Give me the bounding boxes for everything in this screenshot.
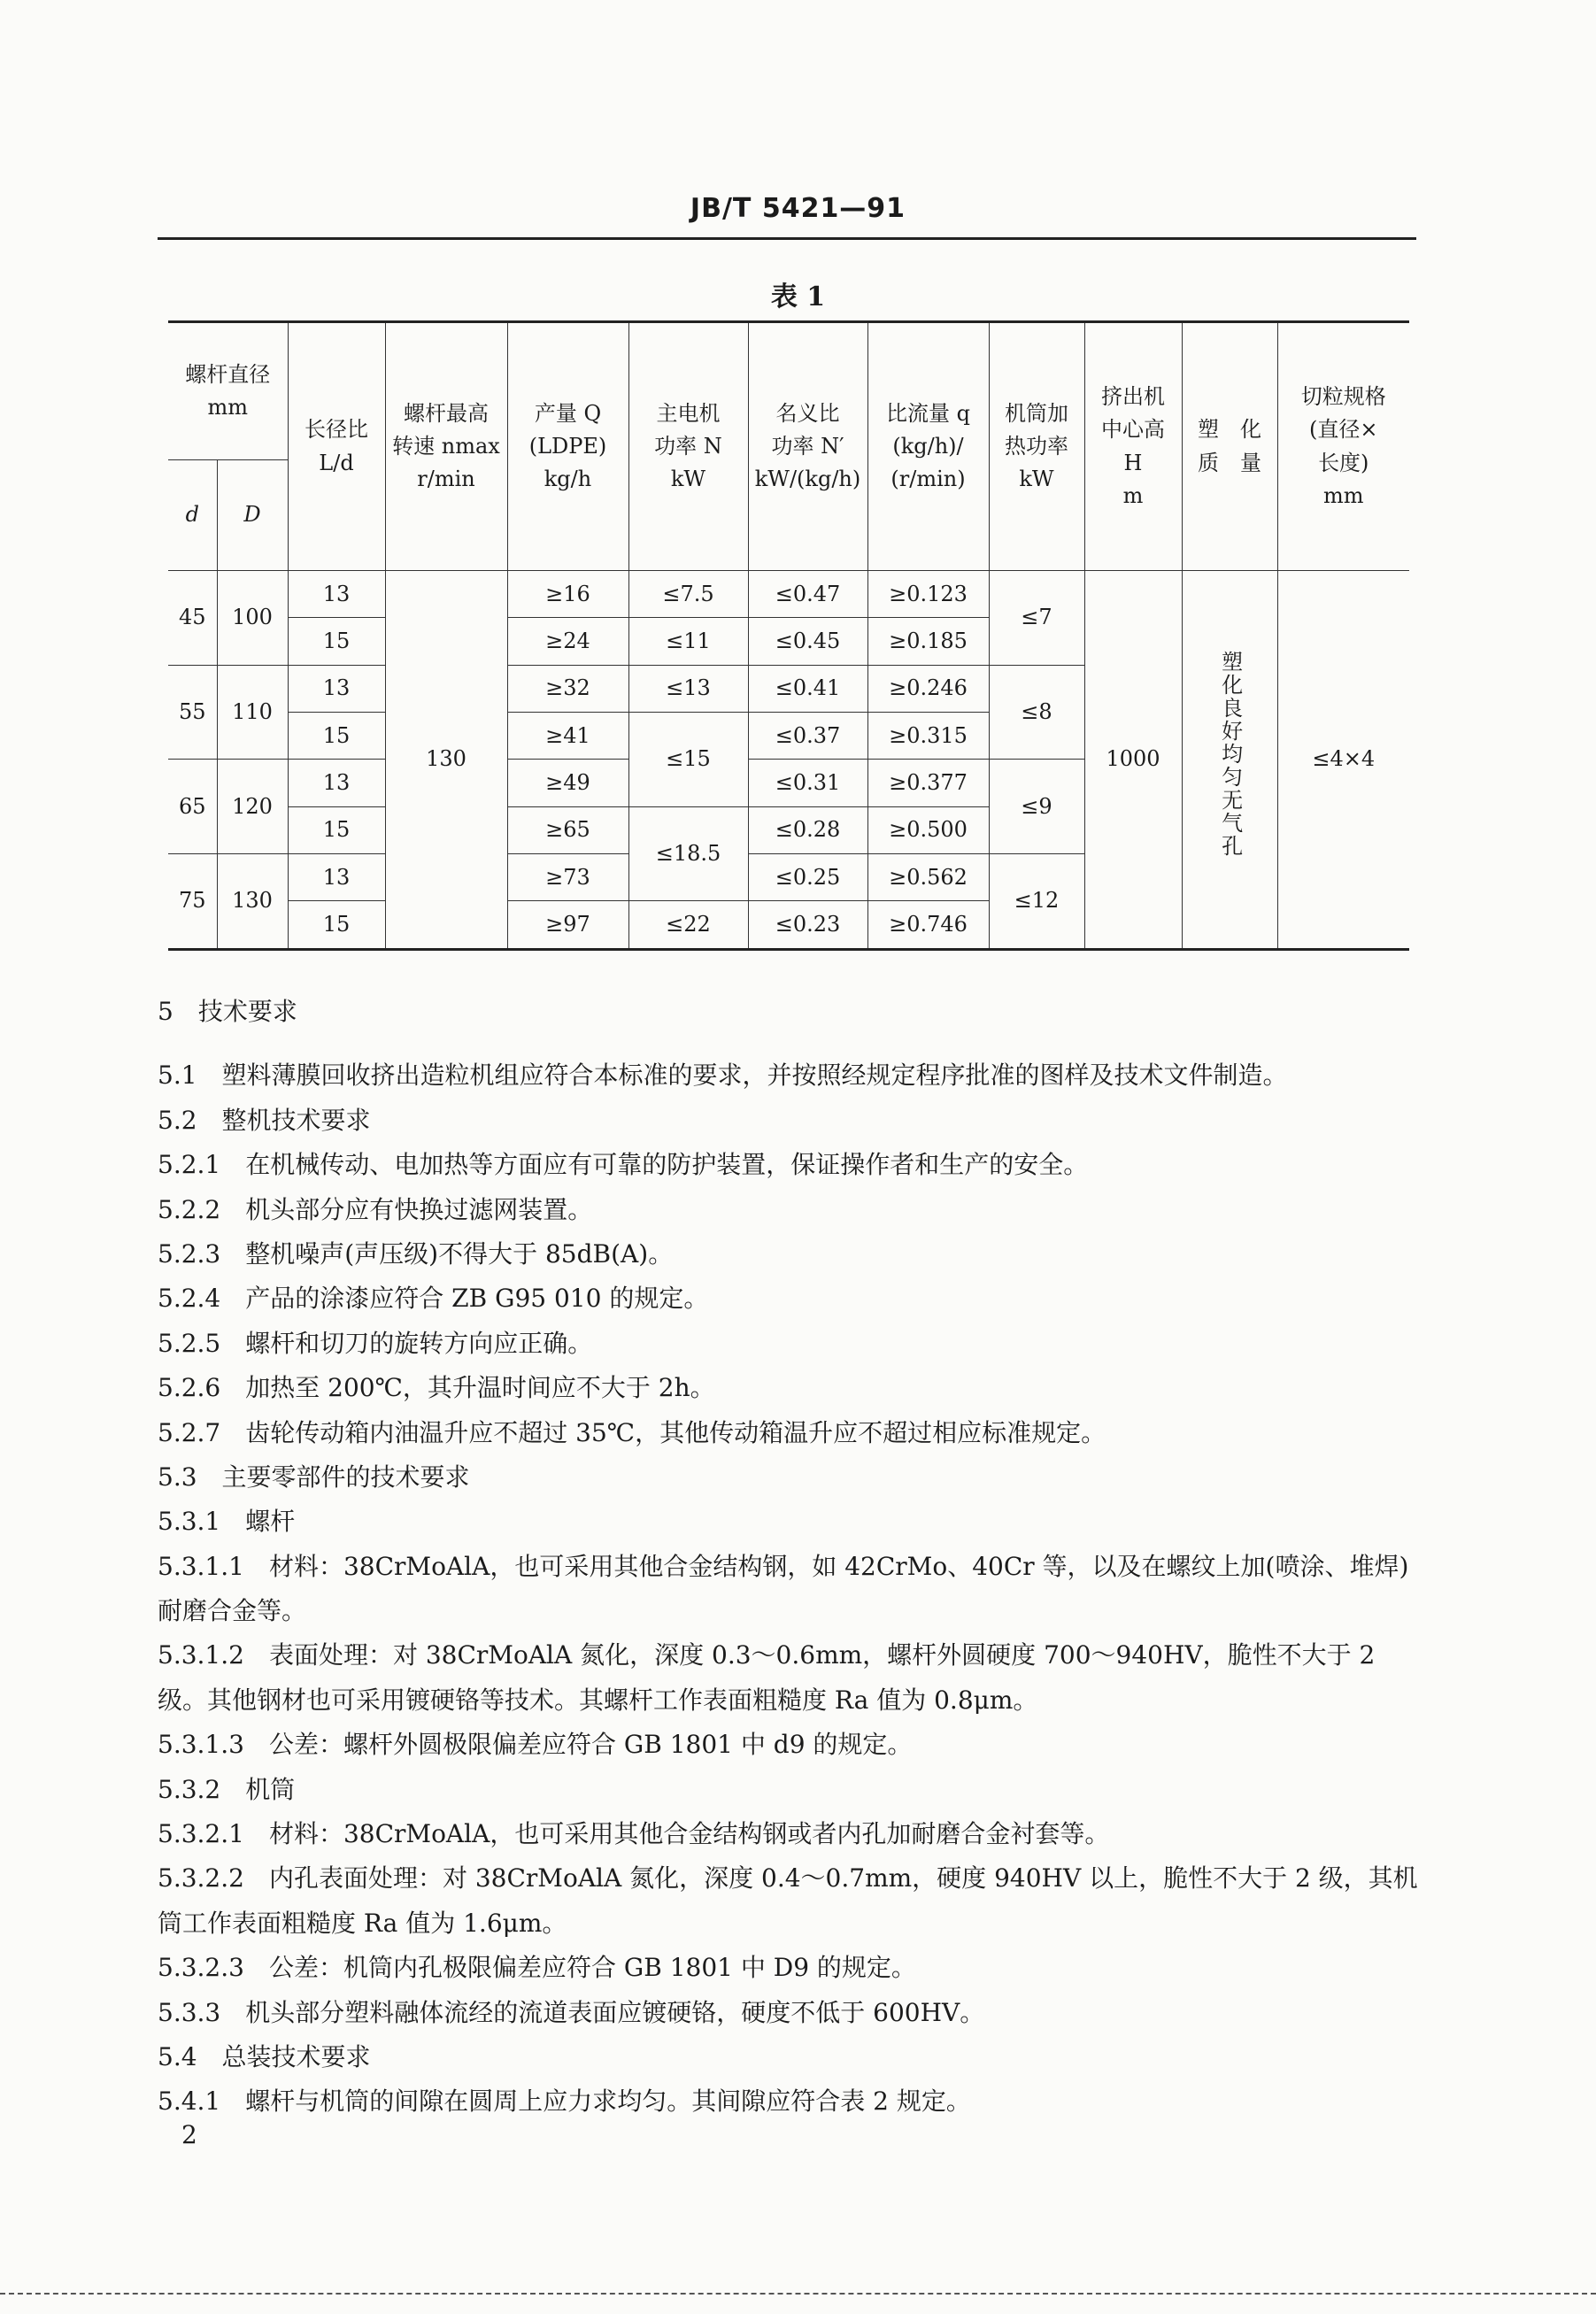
col-header-motor-power: 主电机 功率 N kW bbox=[628, 322, 748, 571]
col-header-nominal-power: 名义比 功率 N′ kW/(kg/h) bbox=[748, 322, 867, 571]
col-header-output: 产量 Q (LDPE) kg/h bbox=[507, 322, 628, 571]
paragraph: 5.4 总装技术要求 bbox=[158, 2041, 371, 2071]
cell-specific-flow: ≥0.746 bbox=[867, 901, 989, 950]
cell-D: 120 bbox=[217, 760, 288, 854]
cell-specific-flow: ≥0.123 bbox=[867, 571, 989, 618]
cell-nominal-power: ≤0.25 bbox=[748, 853, 867, 900]
cell-D: 130 bbox=[217, 853, 288, 949]
paragraph: 5.3.1.3 公差：螺杆外圆极限偏差应符合 GB 1801 中 d9 的规定。 bbox=[158, 1730, 913, 1760]
col-header-ld-ratio: 长径比 L/d bbox=[288, 322, 385, 571]
paragraph: 5.2.3 整机噪声(声压级)不得大于 85dB(A)。 bbox=[158, 1238, 674, 1269]
cell-motor-power: ≤7.5 bbox=[628, 571, 748, 618]
section-heading: 5 技术要求 bbox=[158, 997, 297, 1026]
col-header-plasticizing-quality: 塑 化 质 量 bbox=[1182, 322, 1277, 571]
cell-nominal-power: ≤0.23 bbox=[748, 901, 867, 950]
cell-output: ≥24 bbox=[507, 618, 628, 665]
cell-specific-flow: ≥0.562 bbox=[867, 853, 989, 900]
cell-ld: 15 bbox=[288, 712, 385, 759]
standard-code: JB/T 5421—91 bbox=[690, 193, 906, 224]
page-number: 2 bbox=[181, 2120, 197, 2149]
cell-motor-power: ≤11 bbox=[628, 618, 748, 665]
cell-d: 75 bbox=[168, 853, 217, 949]
cell-specific-flow: ≥0.377 bbox=[867, 760, 989, 806]
cell-nominal-power: ≤0.47 bbox=[748, 571, 867, 618]
cell-output: ≥32 bbox=[507, 665, 628, 712]
cell-ld: 15 bbox=[288, 618, 385, 665]
table-title: 表 1 bbox=[770, 282, 826, 312]
paragraph: 5.3.3 机头部分塑料融体流经的流道表面应镀硬铬，硬度不低于 600HV。 bbox=[158, 1997, 985, 2027]
paragraph: 5.4.1 螺杆与机筒的间隙在圆周上应力求均匀。其间隙应符合表 2 规定。 bbox=[158, 2086, 971, 2117]
cell-cut-size: ≤4×4 bbox=[1277, 571, 1409, 950]
cell-nominal-power: ≤0.45 bbox=[748, 618, 867, 665]
cell-specific-flow: ≥0.500 bbox=[867, 806, 989, 853]
col-header-specific-flow: 比流量 q (kg/h)/ (r/min) bbox=[867, 322, 989, 571]
cell-ld: 15 bbox=[288, 806, 385, 853]
cell-nominal-power: ≤0.41 bbox=[748, 665, 867, 712]
paragraph: 5.3.2.1 材料：38CrMoAlA，也可采用其他合金结构钢或者内孔加耐磨合金衬套等。 bbox=[158, 1819, 1110, 1849]
cell-ld: 13 bbox=[288, 853, 385, 900]
cell-output: ≥97 bbox=[507, 901, 628, 950]
paragraph: 5.2.1 在机械传动、电加热等方面应有可靠的防护装置，保证操作者和生产的安全。 bbox=[158, 1150, 1089, 1180]
paragraph: 5.2.7 齿轮传动箱内油温升应不超过 35℃，其他传动箱温升应不超过相应标准规定。 bbox=[158, 1417, 1106, 1447]
cell-max-speed: 130 bbox=[385, 571, 507, 950]
cell-ld: 13 bbox=[288, 571, 385, 618]
cell-ld: 13 bbox=[288, 665, 385, 712]
paragraph: 5.3.2.2 内孔表面处理：对 38CrMoAlA 氮化，深度 0.4～0.7mm，硬度 940HV 以上，脆性不大于 2 级，其机筒工作表面粗糙度 Ra 值为 1.6μm。 bbox=[158, 1863, 1418, 1938]
cell-ld: 13 bbox=[288, 760, 385, 806]
cell-d: 55 bbox=[168, 665, 217, 760]
cell-output: ≥65 bbox=[507, 806, 628, 853]
cell-ld: 15 bbox=[288, 901, 385, 950]
cell-output: ≥16 bbox=[507, 571, 628, 618]
cell-output: ≥49 bbox=[507, 760, 628, 806]
cell-output: ≥73 bbox=[507, 853, 628, 900]
paragraph: 5.3.1 螺杆 bbox=[158, 1507, 296, 1537]
body-text bbox=[158, 974, 1423, 2125]
cell-nominal-power: ≤0.28 bbox=[748, 806, 867, 853]
cell-D: 110 bbox=[217, 665, 288, 760]
cell-specific-flow: ≥0.246 bbox=[867, 665, 989, 712]
paragraph: 5.2.6 加热至 200℃，其升温时间应不大于 2h。 bbox=[158, 1373, 715, 1403]
cell-heating-power: ≤7 bbox=[989, 571, 1084, 666]
paragraph: 5.2.5 螺杆和切刀的旋转方向应正确。 bbox=[158, 1328, 593, 1358]
cell-motor-power: ≤13 bbox=[628, 665, 748, 712]
cell-center-height: 1000 bbox=[1084, 571, 1182, 950]
cell-specific-flow: ≥0.185 bbox=[867, 618, 989, 665]
cell-d: 65 bbox=[168, 760, 217, 854]
table-row bbox=[168, 571, 1409, 618]
col-header-heating-power: 机筒加 热功率 kW bbox=[989, 322, 1084, 571]
cell-plasticizing-quality bbox=[1182, 571, 1277, 950]
cell-heating-power: ≤8 bbox=[989, 665, 1084, 760]
cell-motor-power: ≤15 bbox=[628, 712, 748, 806]
paragraph: 5.1 塑料薄膜回收挤出造粒机组应符合本标准的要求，并按照经规定程序批准的图样及技术文件制造。 bbox=[158, 1061, 1288, 1091]
header-rule bbox=[158, 237, 1416, 240]
plasticizing-quality-text: 塑化良好均匀无气孔 bbox=[1217, 651, 1243, 859]
paragraph: 5.3.1.2 表面处理：对 38CrMoAlA 氮化，深度 0.3～0.6mm，螺杆外圆硬度 700～940HV，脆性不大于 2 级。其他钢材也可采用镀硬铬等技术。其螺杆工作表面粗糙度 Ra 值为 0.8μm。 bbox=[158, 1640, 1376, 1715]
col-header-screw-diameter: 螺杆直径 mm bbox=[168, 322, 288, 460]
col-header-d: d bbox=[168, 460, 217, 571]
col-header-max-speed: 螺杆最高 转速 nmax r/min bbox=[385, 322, 507, 571]
bottom-rule bbox=[0, 2293, 1596, 2295]
cell-heating-power: ≤12 bbox=[989, 853, 1084, 949]
cell-d: 45 bbox=[168, 571, 217, 666]
col-header-cut-size: 切粒规格 (直径× 长度) mm bbox=[1277, 322, 1409, 571]
paragraph: 5.3 主要零部件的技术要求 bbox=[158, 1462, 470, 1492]
col-header-D: D bbox=[217, 460, 288, 571]
paragraph: 5.2 整机技术要求 bbox=[158, 1105, 371, 1135]
paragraph: 5.2.4 产品的涂漆应符合 ZB G95 010 的规定。 bbox=[158, 1284, 709, 1314]
cell-nominal-power: ≤0.37 bbox=[748, 712, 867, 759]
cell-output: ≥41 bbox=[507, 712, 628, 759]
cell-motor-power: ≤22 bbox=[628, 901, 748, 950]
paragraph: 5.3.2.3 公差：机筒内孔极限偏差应符合 GB 1801 中 D9 的规定。 bbox=[158, 1953, 916, 1983]
spec-table bbox=[168, 320, 1409, 951]
cell-nominal-power: ≤0.31 bbox=[748, 760, 867, 806]
cell-motor-power: ≤18.5 bbox=[628, 806, 748, 901]
cell-specific-flow: ≥0.315 bbox=[867, 712, 989, 759]
col-header-center-height: 挤出机 中心高 H m bbox=[1084, 322, 1182, 571]
cell-D: 100 bbox=[217, 571, 288, 666]
cell-heating-power: ≤9 bbox=[989, 760, 1084, 854]
paragraph: 5.2.2 机头部分应有快换过滤网装置。 bbox=[158, 1194, 593, 1224]
paragraph: 5.3.1.1 材料：38CrMoAlA，也可采用其他合金结构钢，如 42CrMo、40Cr 等，以及在螺纹上加(喷涂、堆焊)耐磨合金等。 bbox=[158, 1551, 1409, 1626]
paragraph: 5.3.2 机筒 bbox=[158, 1774, 296, 1804]
